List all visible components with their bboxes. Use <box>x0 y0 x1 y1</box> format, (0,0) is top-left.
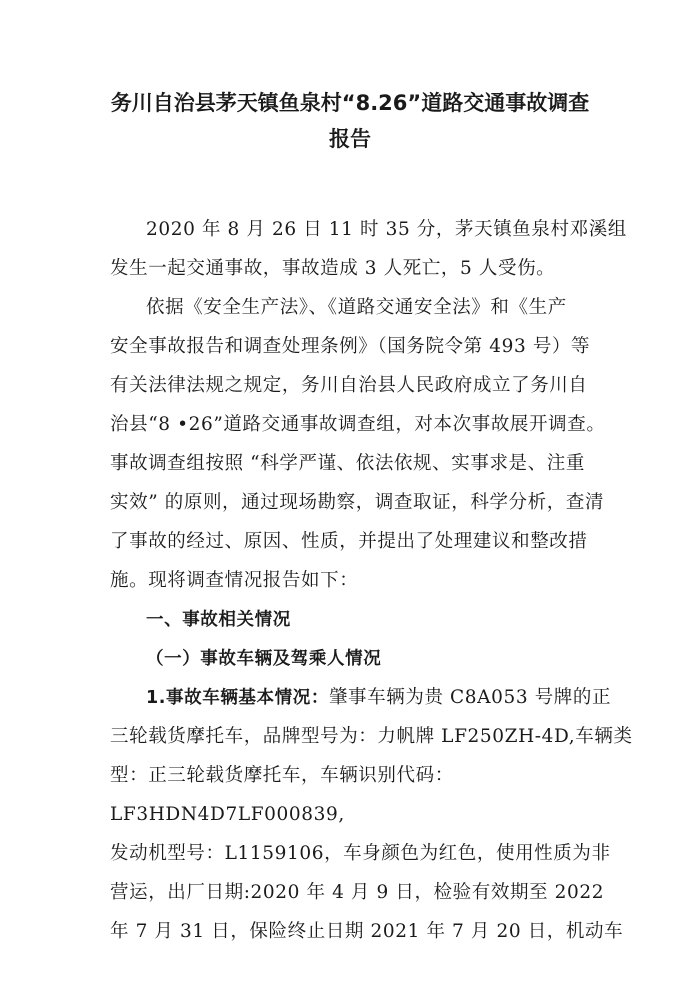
paragraph-line: 安全事故报告和调查处理条例》（国务院令第 493 号）等 <box>110 336 591 357</box>
item-text: 肇事车辆为贵 C8A053 号牌的正 <box>328 687 612 708</box>
item-line: 年 7 月 31 日，保险终止日期 2021 年 7 月 20 日，机动车 <box>110 921 624 942</box>
paragraph-line: 实效” 的原则，通过现场勘察，调查取证，科学分析，查清 <box>110 492 605 513</box>
document-title: 务川自治县茅天镇鱼泉村“8.26”道路交通事故调查 <box>110 91 590 115</box>
paragraph-line: 施。现将调查情况报告如下： <box>110 570 359 591</box>
paragraph-line: 治县“8 •26”道路交通事故调查组，对本次事故展开调查。 <box>110 414 606 435</box>
item-line: 发动机型号：L1159106，车身颜色为红色，使用性质为非 <box>110 843 611 864</box>
subsection-heading: （一）事故车辆及驾乘人情况 <box>146 649 382 669</box>
item-label: 1.事故车辆基本情况： <box>146 688 329 708</box>
paragraph-line: 事故调查组按照 “科学严谨、依法依规、实事求是、注重 <box>110 453 585 474</box>
paragraph-line: 2020 年 8 月 26 日 11 时 35 分，茅天镇鱼泉村邓溪组 <box>146 219 627 240</box>
section-heading: 一、事故相关情况 <box>146 610 291 630</box>
paragraph-line: 发生一起交通事故，事故造成 3 人死亡，5 人受伤。 <box>110 258 556 279</box>
paragraph-line: 依据《安全生产法》、《道路交通安全法》和《生产 <box>146 297 567 318</box>
item-line: 营运，出厂日期:2020 年 4 月 9 日，检验有效期至 2022 <box>110 882 605 903</box>
item-line: 三轮载货摩托车，品牌型号为：力帆牌 LF250ZH-4D,车辆类 <box>110 726 633 747</box>
item-line <box>146 685 612 711</box>
item-line: LF3HDN4D7LF000839, <box>110 804 345 825</box>
document-title-continued: 报告 <box>329 127 371 151</box>
paragraph-line: 了事故的经过、原因、性质，并提出了处理建议和整改措 <box>110 531 588 552</box>
paragraph-line: 有关法律法规之规定，务川自治县人民政府成立了务川自 <box>110 375 588 396</box>
item-line: 型：正三轮载货摩托车，车辆识别代码： <box>110 765 454 786</box>
